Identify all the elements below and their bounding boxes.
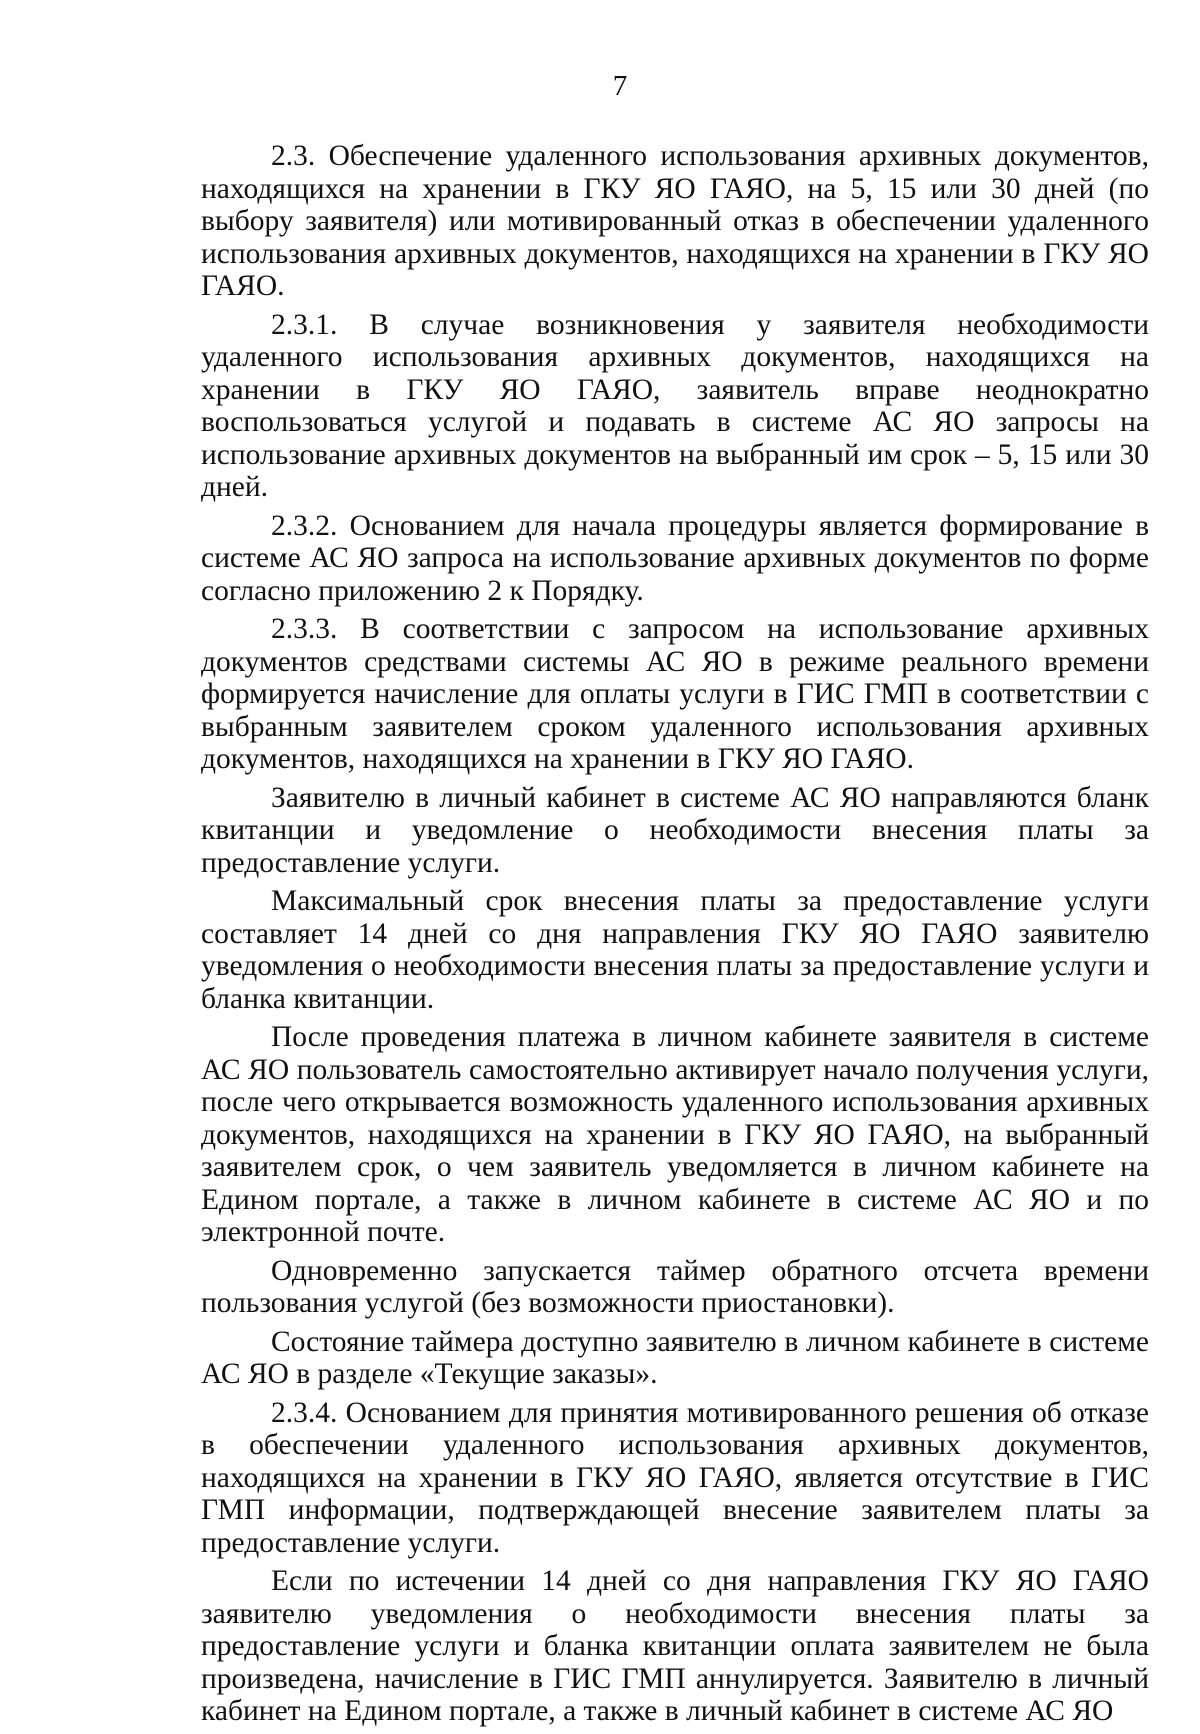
paragraph-activation: После проведения платежа в личном кабинете заявителя в системе АС ЯО пользователь самостоятельно активирует начало получения услуги, после чего открывается возможность удаленного использования архивных документов, находящихся на хранении в ГКУ ЯО ГАЯО, на выбранный заявителем срок, о чем заявитель уведомляется в личном кабинете на Едином портале, а также в личном кабинете в системе АС ЯО и по электронной почте. bbox=[201, 1021, 1149, 1248]
paragraph-cancellation: Если по истечении 14 дней со дня направления ГКУ ЯО ГАЯО заявителю уведомления о необходимости внесения платы за предоставление услуги и бланка квитанции оплата заявителем не была произведена, начисление в ГИС ГМП аннулируется. Заявителю в личный кабинет на Едином портале, а также в личный кабинет в системе АС ЯО bbox=[201, 1565, 1149, 1727]
paragraph-notification: Заявителю в личный кабинет в системе АС ЯО направляются бланк квитанции и уведомление о необходимости внесения платы за предоставление услуги. bbox=[201, 781, 1149, 879]
paragraph-2-3-3: 2.3.3. В соответствии с запросом на использование архивных документов средствами системы АС ЯО в режиме реального времени формируется начисление для оплаты услуги в ГИС ГМП в соответствии с выбранным заявителем сроком удаленного использования архивных документов, находящихся на хранении в ГКУ ЯО ГАЯО. bbox=[201, 613, 1149, 775]
paragraph-2-3-1: 2.3.1. В случае возникновения у заявителя необходимости удаленного использования архивных документов, находящихся на хранении в ГКУ ЯО ГАЯО, заявитель вправе неоднократно воспользоваться услугой и подавать в системе АС ЯО запросы на использование архивных документов на выбранный им срок – 5, 15 или 30 дней. bbox=[201, 308, 1149, 503]
paragraph-timer-start: Одновременно запускается таймер обратного отсчета времени пользования услугой (без возможности приостановки). bbox=[201, 1254, 1149, 1319]
page-number: 7 bbox=[612, 70, 628, 102]
paragraph-payment-term: Максимальный срок внесения платы за предоставление услуги составляет 14 дней со дня направления ГКУ ЯО ГАЯО заявителю уведомления о необходимости внесения платы за предоставление услуги и бланка квитанции. bbox=[201, 885, 1149, 1015]
paragraph-2-3-4: 2.3.4. Основанием для принятия мотивированного решения об отказе в обеспечении удаленного использования архивных документов, находящихся на хранении в ГКУ ЯО ГАЯО, является отсутствие в ГИС ГМП информации, подтверждающей внесение заявителем платы за предоставление услуги. bbox=[201, 1396, 1149, 1559]
paragraph-2-3: 2.3. Обеспечение удаленного использования архивных документов, находящихся на хранении в ГКУ ЯО ГАЯО, на 5, 15 или 30 дней (по выбору заявителя) или мотивированный отказ в обеспечении удаленного использования архивных документов, находящихся на хранении в ГКУ ЯО ГАЯО. bbox=[201, 140, 1149, 302]
document-body bbox=[201, 140, 1149, 1734]
paragraph-2-3-2: 2.3.2. Основанием для начала процедуры является формирование в системе АС ЯО запроса на использование архивных документов по форме согласно приложению 2 к Порядку. bbox=[201, 509, 1149, 607]
paragraph-timer-state: Состояние таймера доступно заявителю в личном кабинете в системе АС ЯО в разделе «Текущие заказы». bbox=[201, 1325, 1149, 1390]
